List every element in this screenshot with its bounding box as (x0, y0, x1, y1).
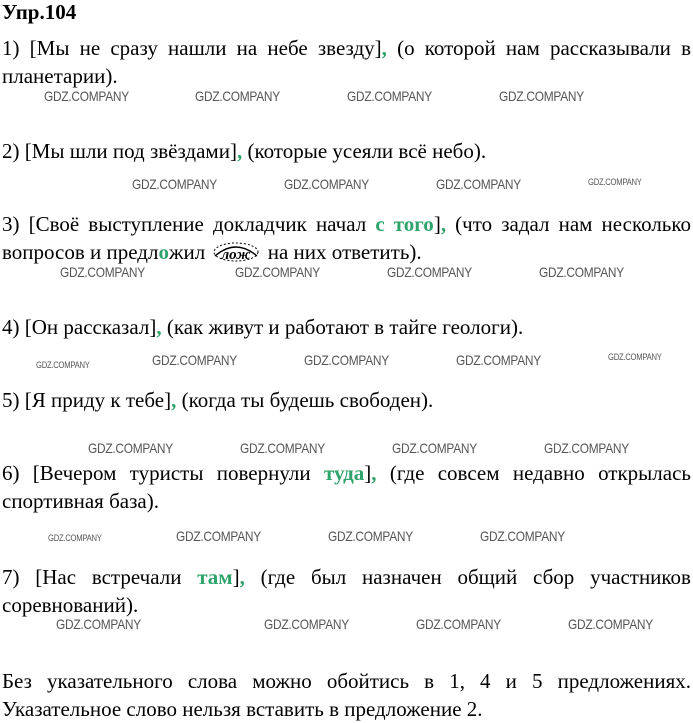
sentence-3-demonstrative: с того (375, 212, 434, 236)
watermark: GDZ.COMPANY (176, 528, 261, 544)
sentence-3-vowel: о (158, 240, 169, 264)
exercise-title: Упр.104 (2, 0, 77, 24)
watermark: GDZ.COMPANY (588, 177, 642, 187)
sentence-6 (2, 459, 691, 515)
sentence-7 (2, 563, 691, 619)
sentence-5-subordinate: (когда ты будешь свободен). (176, 388, 434, 412)
sentence-2 (2, 137, 691, 165)
sentence-6-bracket: ] (364, 461, 372, 485)
watermark: GDZ.COMPANY (304, 352, 389, 368)
sentence-7-bracket: ] (232, 565, 240, 589)
watermark: GDZ.COMPANY (240, 440, 325, 456)
sentence-4-main: 4) [Он рассказал] (2, 315, 157, 339)
watermark: GDZ.COMPANY (235, 264, 320, 280)
watermark: GDZ.COMPANY (480, 528, 565, 544)
sentence-4 (2, 313, 691, 341)
watermark: GDZ.COMPANY (56, 616, 141, 632)
watermark: GDZ.COMPANY (132, 176, 217, 192)
watermark: GDZ.COMPANY (347, 88, 432, 104)
sentence-7-comma: , (239, 565, 245, 589)
sentence-1-subordinate: (о которой нам рассказывали в планетарии). (2, 36, 691, 88)
sentence-5-comma: , (171, 388, 177, 412)
sentence-3-comma: , (440, 212, 447, 236)
sentence-3-main: 3) [Своё выступление докладчик начал (2, 212, 376, 236)
watermark: GDZ.COMPANY (436, 176, 521, 192)
sentence-3-subordinate-a: (что задал нам несколько вопросов и предл (2, 212, 692, 264)
watermark: GDZ.COMPANY (456, 352, 541, 368)
watermark: GDZ.COMPANY (328, 528, 413, 544)
sentence-5-main: 5) [Я приду к тебе] (2, 388, 172, 412)
sentence-1 (2, 34, 691, 90)
sentence-4-comma: , (156, 315, 162, 339)
watermark: GDZ.COMPANY (44, 88, 129, 104)
watermark: GDZ.COMPANY (499, 88, 584, 104)
sentence-1-main: 1) [Мы не сразу нашли на небе звезду] (2, 36, 382, 60)
watermark: GDZ.COMPANY (392, 440, 477, 456)
sentence-7-main: 7) [Нас встречали (2, 565, 198, 589)
watermark: GDZ.COMPANY (48, 533, 102, 543)
watermark: GDZ.COMPANY (195, 88, 280, 104)
watermark: GDZ.COMPANY (544, 440, 629, 456)
watermark: GDZ.COMPANY (284, 176, 369, 192)
sentence-3-subordinate-b: жил (168, 240, 211, 264)
watermark: GDZ.COMPANY (539, 264, 624, 280)
watermark: GDZ.COMPANY (568, 616, 653, 632)
sentence-1-comma: , (381, 36, 387, 60)
watermark: GDZ.COMPANY (88, 440, 173, 456)
sentence-2-subordinate: (которые усеяли всё небо). (242, 139, 487, 163)
sentence-6-subordinate: (где совсем недавно открылась спортивная база). (2, 461, 691, 513)
watermark: GDZ.COMPANY (387, 264, 472, 280)
sentence-3-bracket: ] (433, 212, 441, 236)
sentence-2-main: 2) [Мы шли под звёздами] (2, 139, 237, 163)
conclusion-text: Без указательного слова можно обойтись в 1, 4 и 5 предложениях. Указательное слово нельзя вставить в предложение 2. (2, 669, 691, 721)
watermark: GDZ.COMPANY (264, 616, 349, 632)
sentence-6-comma: , (371, 461, 377, 485)
sentence-2-comma: , (236, 139, 243, 163)
root-stamp-text: лож (221, 247, 251, 263)
sentence-7-demonstrative: там (197, 565, 233, 589)
watermark: GDZ.COMPANY (608, 352, 662, 362)
watermark: GDZ.COMPANY (60, 264, 145, 280)
sentence-7-subordinate: (где был назначен общий сбор участников соревнований). (2, 565, 691, 617)
watermark: GDZ.COMPANY (416, 616, 501, 632)
sentence-5 (2, 386, 691, 414)
sentence-6-demonstrative: туда (323, 461, 365, 485)
root-stamp (212, 240, 260, 262)
sentence-4-subordinate: (как живут и работают в тайге геологи). (161, 315, 524, 339)
watermark: GDZ.COMPANY (36, 360, 90, 370)
sentence-6-main: 6) [Вечером туристы повернули (2, 461, 324, 485)
sentence-3-subordinate-c: на них ответить). (262, 240, 422, 264)
sentence-3 (2, 210, 691, 266)
watermark: GDZ.COMPANY (152, 352, 237, 368)
